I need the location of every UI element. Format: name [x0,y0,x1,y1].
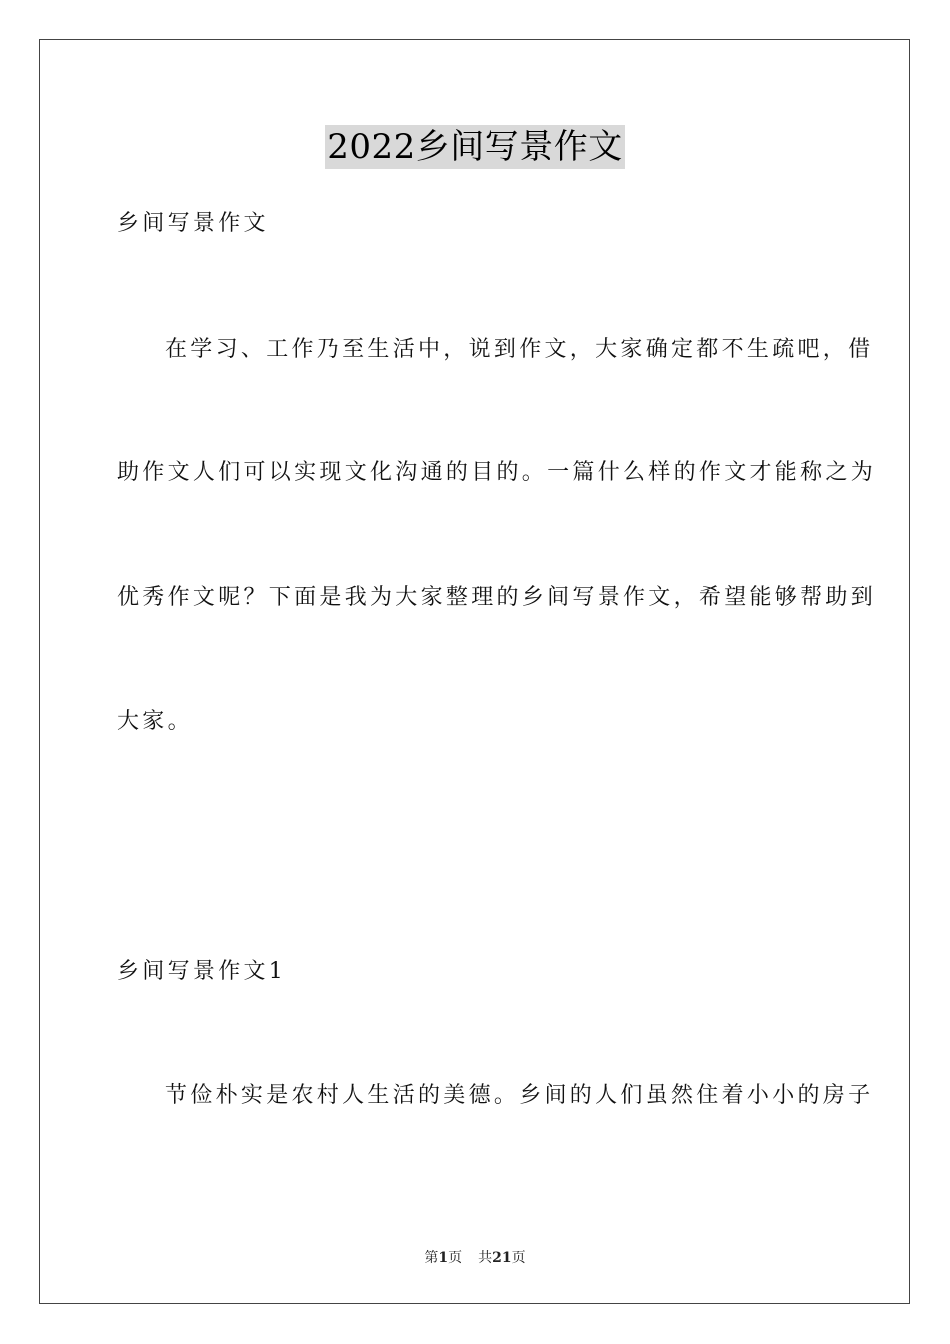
footer-total-suffix: 页 [511,1250,526,1266]
paragraph-line: 节俭朴实是农村人生活的美德。乡间的人们虽然住着小小的房子 [165,1083,874,1108]
footer-total-pages: 21 [492,1250,512,1266]
paragraph-line: 优秀作文呢？下面是我为大家整理的乡间写景作文，希望能够帮助到 [117,585,877,610]
paragraph-line: 助作文人们可以实现文化沟通的目的。一篇什么样的作文才能称之为 [117,460,877,485]
paragraph-line: 在学习、工作乃至生活中，说到作文，大家确定都不生疏吧，借 [165,337,874,362]
document-subtitle: 乡间写景作文 [117,211,269,236]
page-footer [0,1248,950,1268]
section-heading: 乡间写景作文1 [117,959,287,984]
footer-page-number: 1 [438,1250,449,1266]
title-container [0,125,950,169]
footer-page-suffix: 页 [448,1250,463,1266]
paragraph-line: 大家。 [117,709,193,734]
document-title: 2022乡间写景作文 [327,127,623,167]
footer-total-prefix: 共 [478,1250,493,1266]
footer-page-prefix: 第 [424,1250,439,1266]
